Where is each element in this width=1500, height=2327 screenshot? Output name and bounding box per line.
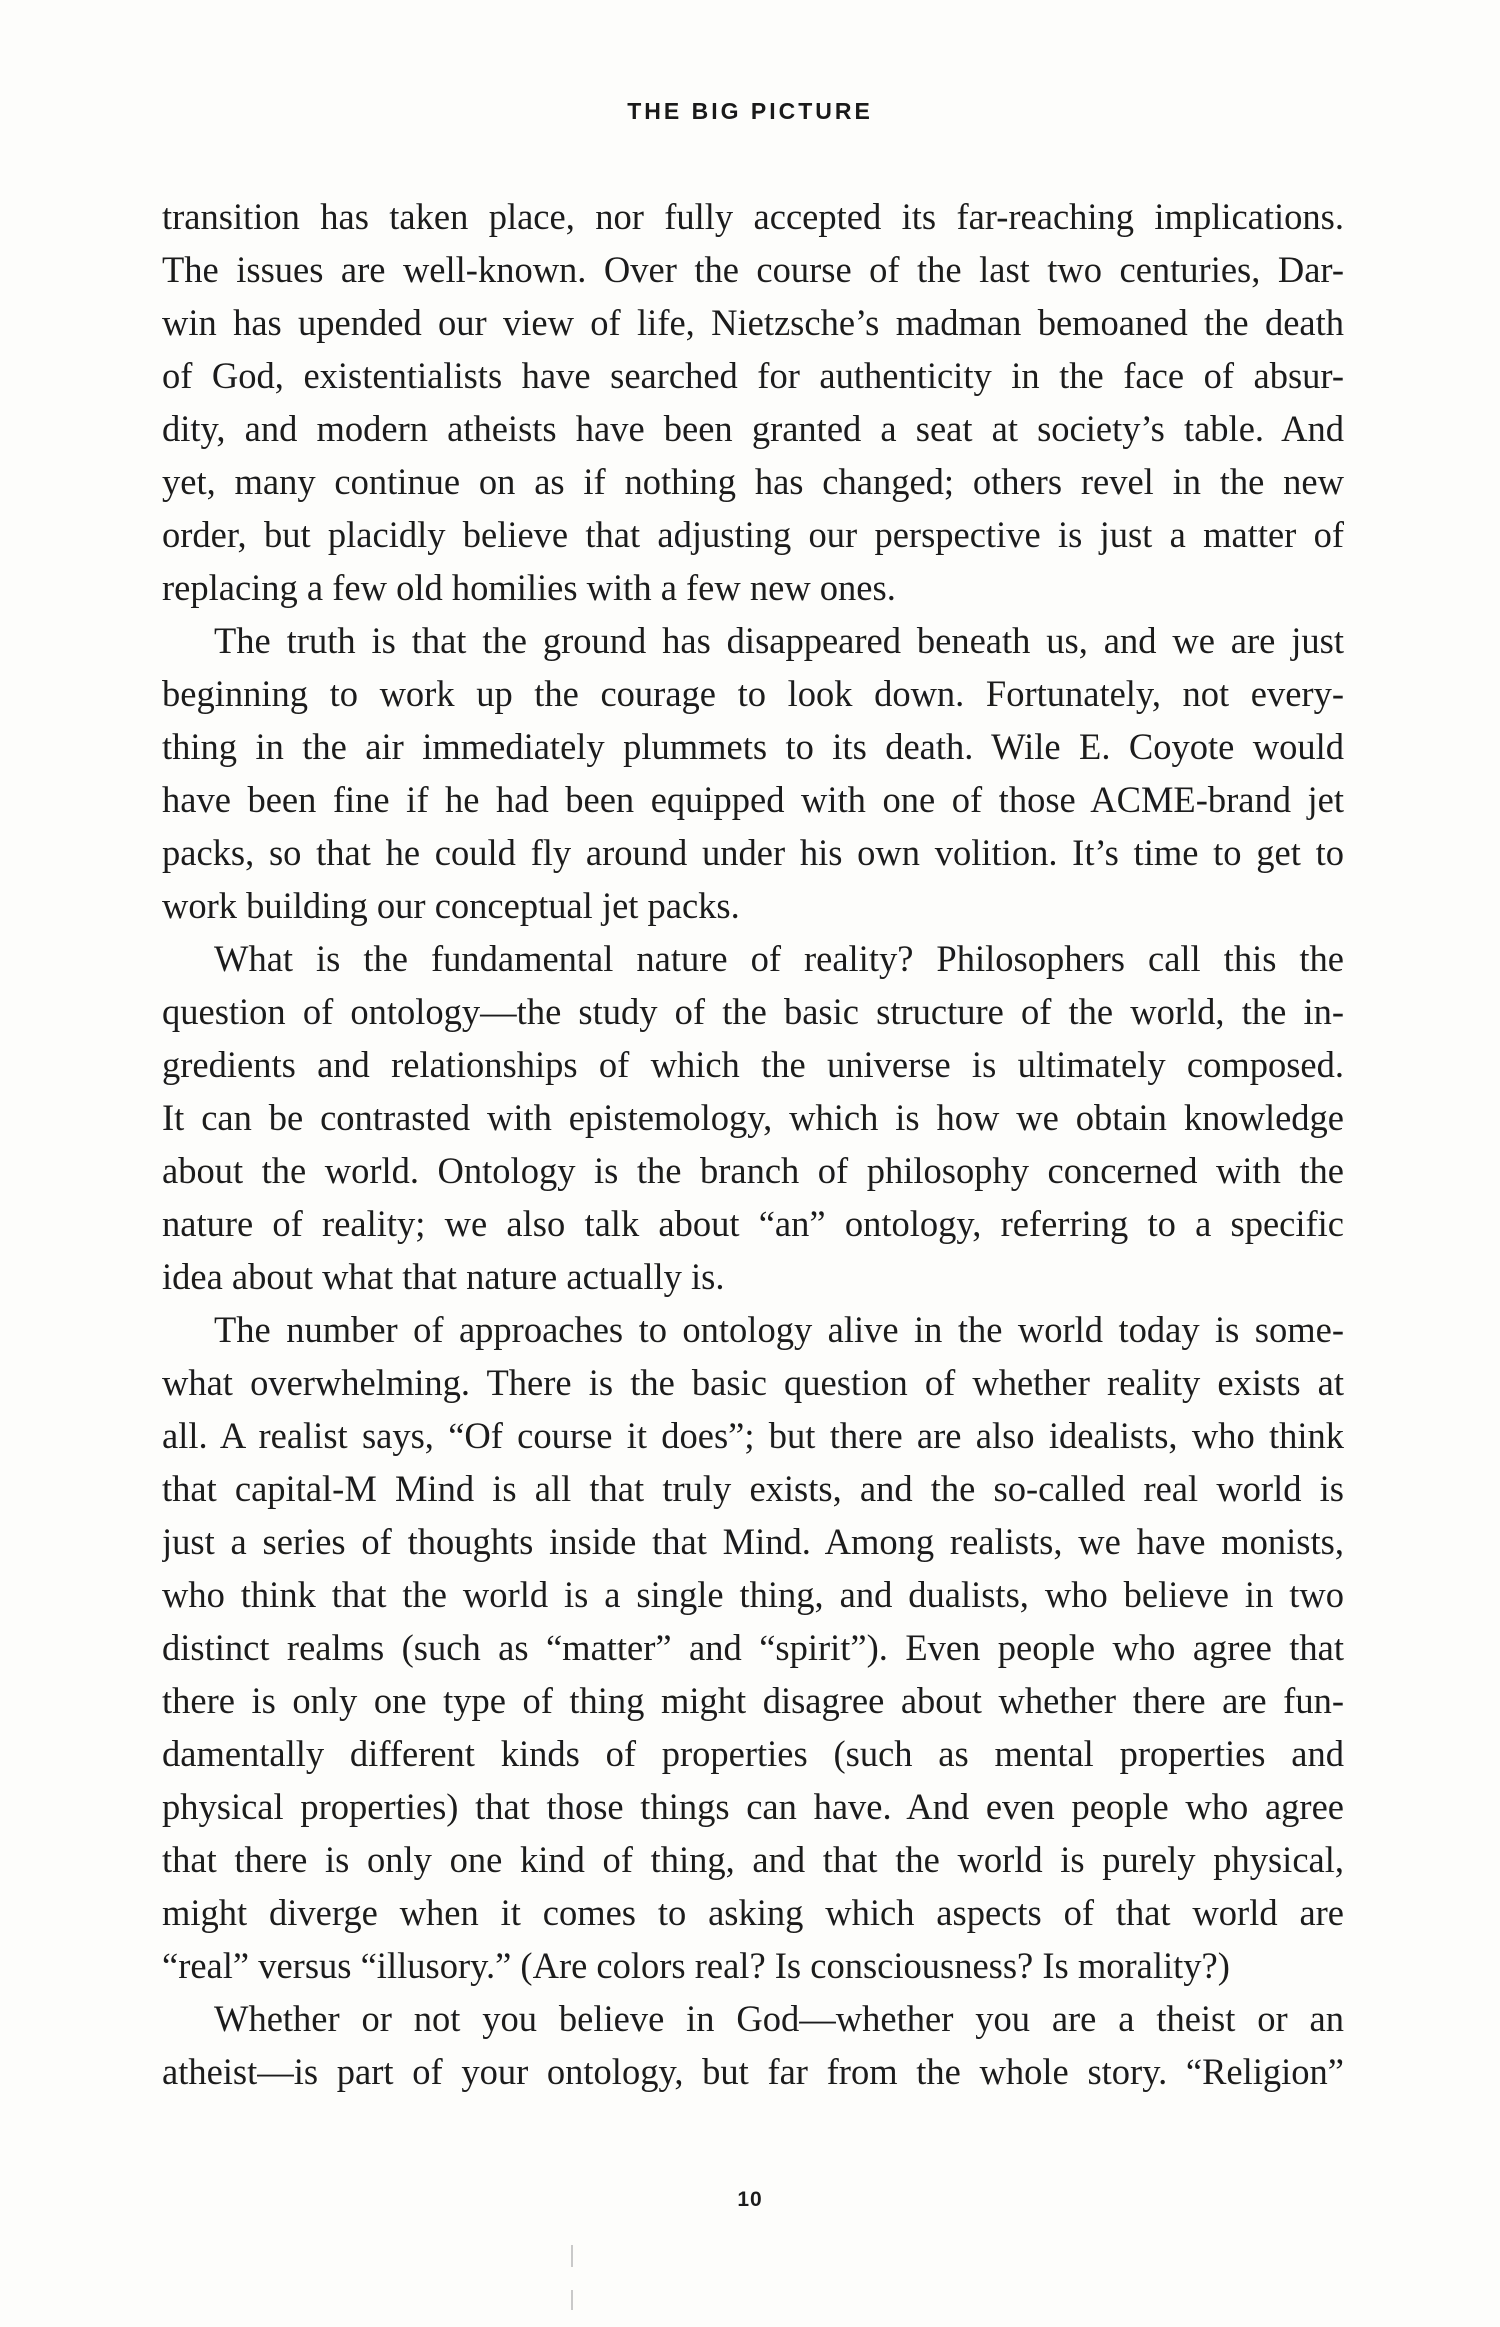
text-line: The truth is that the ground has disappeared beneath us, and we are just [214, 620, 1344, 661]
text-line: gredients and relationships of which the universe is ultimately composed. [162, 1044, 1344, 1085]
text-line: might diverge when it comes to asking which aspects of that world are [162, 1892, 1344, 1933]
text-line: packs, so that he could fly around under his own volition. It’s time to get to [162, 832, 1344, 873]
text-line: distinct realms (such as “matter” and “spirit”). Even people who agree that [162, 1627, 1344, 1668]
text-line: about the world. Ontology is the branch of philosophy concerned with the [162, 1150, 1344, 1191]
text-line: order, but placidly believe that adjusting our perspective is just a matter of [162, 514, 1344, 555]
text-line: What is the fundamental nature of reality? Philosophers call this the [214, 938, 1344, 979]
text-line: what overwhelming. There is the basic question of whether reality exists at [162, 1362, 1344, 1403]
text-line: have been fine if he had been equipped with one of those ACME-brand jet [162, 779, 1344, 820]
text-line: that there is only one kind of thing, and that the world is purely physical, [162, 1839, 1344, 1880]
text-line: physical properties) that those things can have. And even people who agree [162, 1786, 1344, 1827]
text-line: that capital-M Mind is all that truly exists, and the so-called real world is [162, 1468, 1344, 1509]
text-line: of God, existentialists have searched for authenticity in the face of absur- [162, 355, 1344, 396]
scan-artifact-mark [571, 2245, 573, 2267]
text-line: just a series of thoughts inside that Mind. Among realists, we have monists, [162, 1521, 1344, 1562]
text-line: The number of approaches to ontology alive in the world today is some- [214, 1309, 1344, 1350]
text-line: “real” versus “illusory.” (Are colors real? Is consciousness? Is morality?) [162, 1945, 1230, 1986]
text-line: transition has taken place, nor fully accepted its far-reaching implications. [162, 196, 1344, 237]
text-line: The issues are well-known. Over the course of the last two centuries, Dar- [162, 249, 1344, 290]
text-line: question of ontology—the study of the basic structure of the world, the in- [162, 991, 1344, 1032]
text-line: Whether or not you believe in God—whether you are a theist or an [214, 1998, 1344, 2039]
text-line: win has upended our view of life, Nietzsche’s madman bemoaned the death [162, 302, 1344, 343]
body-text [162, 190, 1344, 2098]
text-line: dity, and modern atheists have been granted a seat at society’s table. And [162, 408, 1344, 449]
text-line: replacing a few old homilies with a few new ones. [162, 567, 896, 608]
text-line: idea about what that nature actually is. [162, 1256, 725, 1297]
text-line: there is only one type of thing might disagree about whether there are fun- [162, 1680, 1344, 1721]
text-line: who think that the world is a single thing, and dualists, who believe in two [162, 1574, 1344, 1615]
text-line: beginning to work up the courage to look down. Fortunately, not every- [162, 673, 1344, 714]
text-line: nature of reality; we also talk about “an” ontology, referring to a specific [162, 1203, 1344, 1244]
text-line: It can be contrasted with epistemology, which is how we obtain knowledge [162, 1097, 1344, 1138]
page-number: 10 [737, 2188, 763, 2211]
text-line: work building our conceptual jet packs. [162, 885, 740, 926]
text-line: all. A realist says, “Of course it does”; but there are also idealists, who think [162, 1415, 1344, 1456]
text-line: thing in the air immediately plummets to its death. Wile E. Coyote would [162, 726, 1344, 767]
running-head: THE BIG PICTURE [627, 98, 873, 124]
text-line: yet, many continue on as if nothing has changed; others revel in the new [162, 461, 1344, 502]
text-line: atheist—is part of your ontology, but far from the whole story. “Religion” [162, 2051, 1344, 2092]
text-line: damentally different kinds of properties (such as mental properties and [162, 1733, 1344, 1774]
scan-artifact-mark [571, 2290, 573, 2310]
